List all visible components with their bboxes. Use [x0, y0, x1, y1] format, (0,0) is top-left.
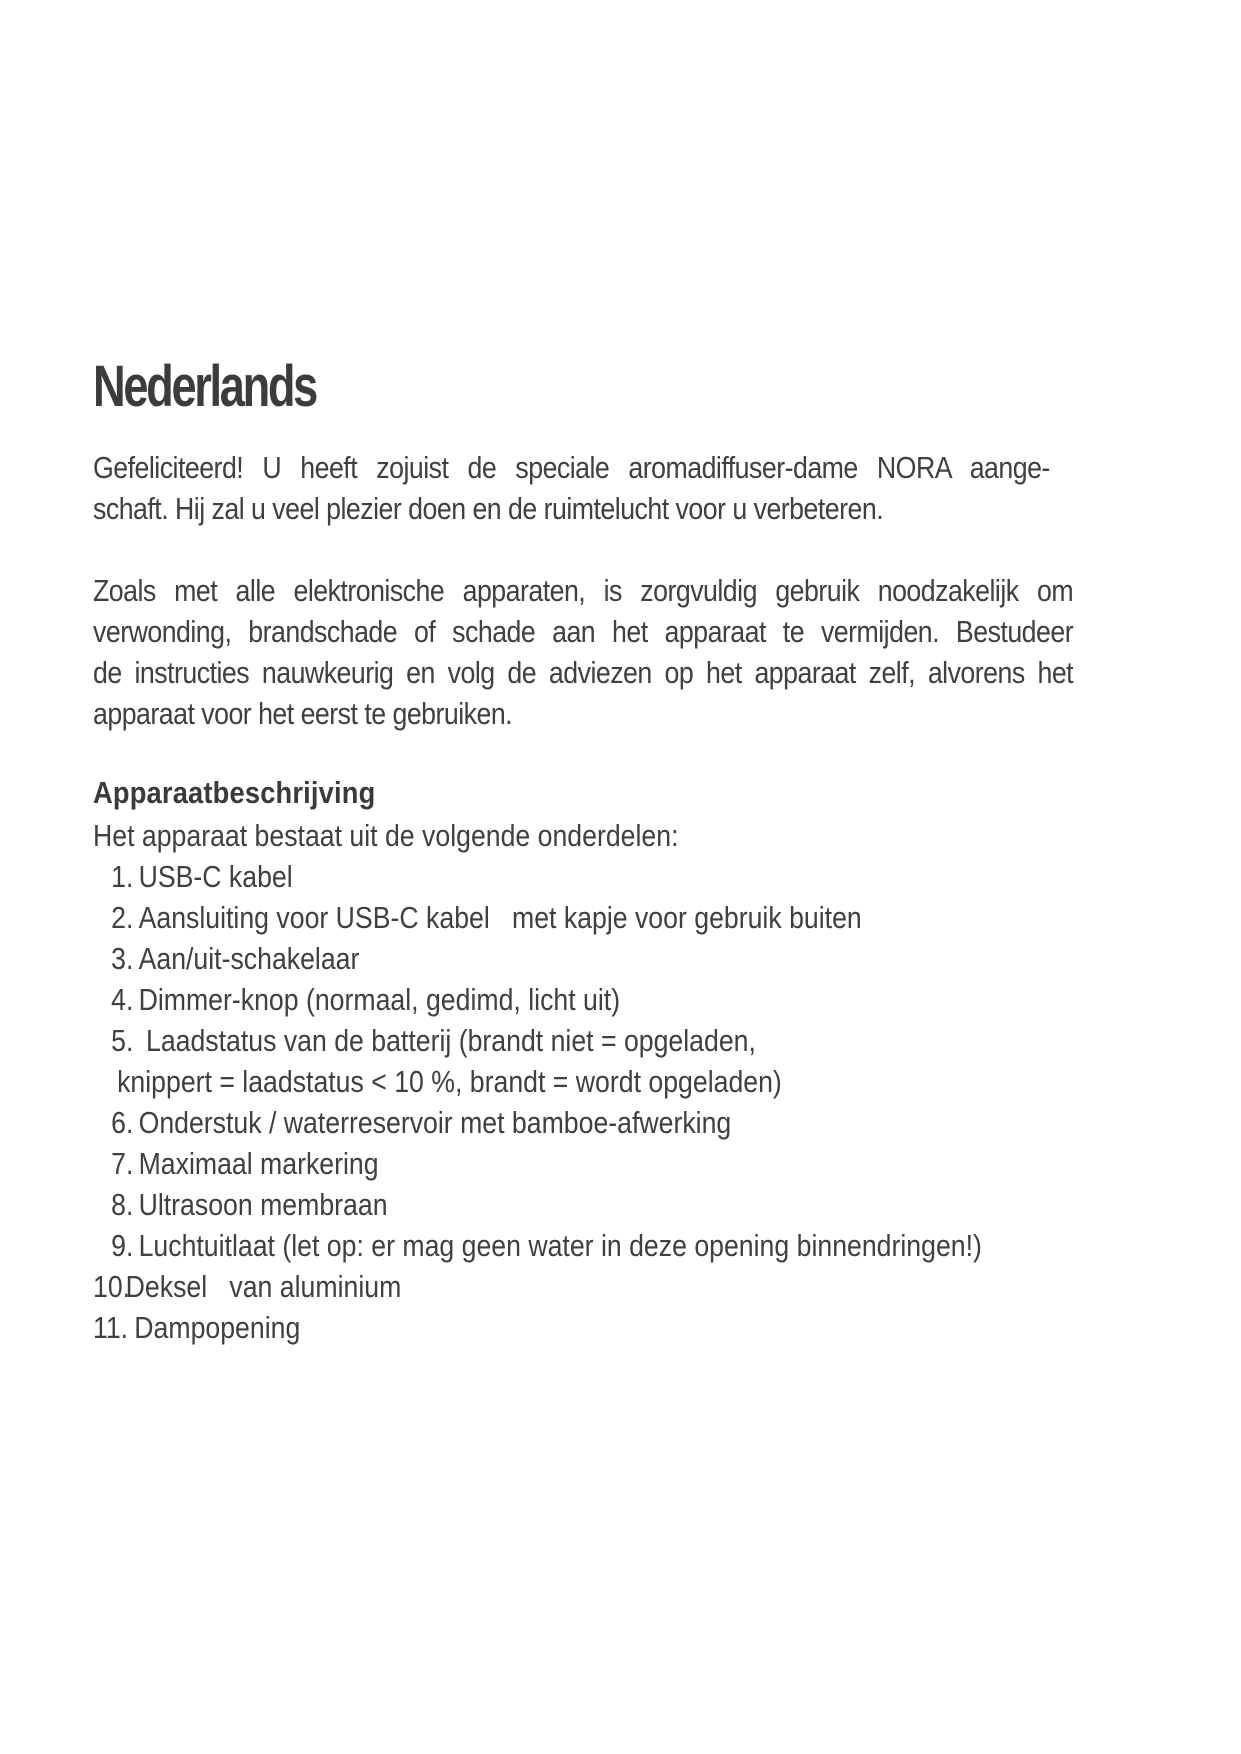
safety-line-1: Zoals met alle elektronische apparaten, is zorgvuldig gebruik noodzakelijk om	[93, 573, 1074, 608]
intro-paragraph	[93, 447, 1073, 529]
list-item-number: 8.	[111, 1187, 134, 1222]
list-item-number: 3.	[111, 941, 134, 976]
section-intro: Het apparaat bestaat uit de volgende onderdelen:	[93, 818, 679, 853]
parts-list	[93, 856, 1127, 1348]
list-item	[93, 1184, 982, 1225]
safety-line-2: verwonding, brandschade of schade aan het apparaat te vermijden. Bestudeer	[93, 614, 1074, 649]
list-item	[93, 1020, 982, 1061]
list-item-number: 1.	[111, 859, 134, 894]
list-item-text: Aan/uit-schakelaar	[138, 941, 360, 976]
list-item-continuation	[93, 1061, 982, 1102]
list-item-text: Maximaal markering	[138, 1146, 379, 1181]
list-item-number: 9.	[111, 1228, 134, 1263]
list-item	[93, 856, 982, 897]
list-item-text: Laadstatus van de batterij (brandt niet = opgeladen,	[138, 1023, 756, 1058]
list-item-number: 4.	[111, 982, 134, 1017]
intro-line-1: Gefeliciteerd! U heeft zojuist de speciale aromadiffuser-dame NORA aange-	[93, 450, 1050, 485]
safety-line-4: apparaat voor het eerst te gebruiken.	[93, 696, 513, 731]
list-item-text: Dampopening	[134, 1310, 301, 1345]
list-item	[93, 938, 982, 979]
list-item	[93, 1225, 982, 1266]
list-item	[93, 1307, 982, 1348]
list-item-number: 7.	[111, 1146, 134, 1181]
intro-line-2: schaft. Hij zal u veel plezier doen en de ruimtelucht voor u verbeteren.	[93, 491, 884, 526]
safety-line-3: de instructies nauwkeurig en volg de adviezen op het apparaat zelf, alvorens het	[93, 655, 1074, 690]
section-heading: Apparaatbeschrijving	[93, 775, 376, 810]
list-item-text: Onderstuk / waterreservoir met bamboe-afwerking	[138, 1105, 732, 1140]
list-item	[93, 1266, 982, 1307]
list-item	[93, 1143, 982, 1184]
list-item-text: Ultrasoon membraan	[138, 1187, 388, 1222]
list-item-number: 10.	[93, 1269, 131, 1304]
list-item-text: Aansluiting voor USB-C kabel met kapje voor gebruik buiten	[138, 900, 862, 935]
list-item-number: 11.	[93, 1310, 129, 1345]
list-item-text: knippert = laadstatus < 10 %, brandt = wordt opgeladen)	[117, 1064, 782, 1099]
safety-paragraph	[93, 570, 1073, 734]
list-item	[93, 897, 982, 938]
document-page	[93, 0, 1073, 1754]
list-item-text: Luchtuitlaat (let op: er mag geen water in deze opening binnendringen!)	[138, 1228, 982, 1263]
list-item-text: Dimmer-knop (normaal, gedimd, licht uit)	[138, 982, 621, 1017]
list-item-text: Deksel van aluminium	[125, 1269, 402, 1304]
list-item	[93, 979, 982, 1020]
list-item-number: 2.	[111, 900, 134, 935]
list-item	[93, 1102, 982, 1143]
list-item-number: 5.	[111, 1023, 134, 1058]
list-item-number: 6.	[111, 1105, 134, 1140]
page-title: Nederlands	[93, 354, 316, 419]
list-item-text: USB-C kabel	[138, 859, 293, 894]
